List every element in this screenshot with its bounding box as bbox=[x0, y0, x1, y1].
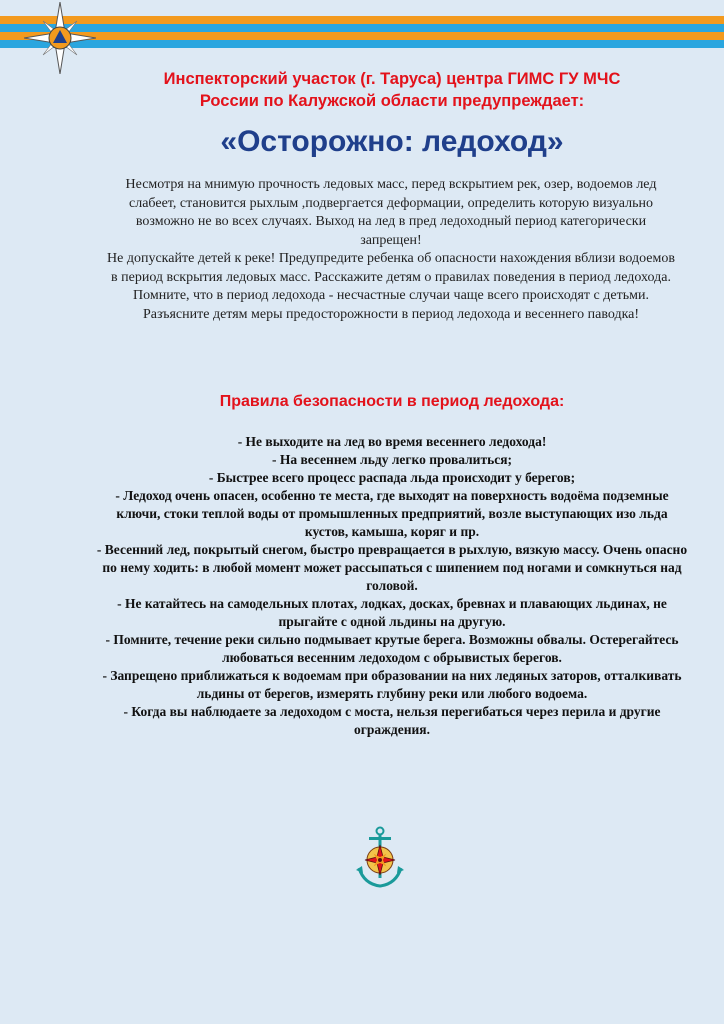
rules-list bbox=[96, 433, 688, 739]
intro-text bbox=[104, 176, 678, 324]
rule-item: - Весенний лед, покрытый снегом, быстро превращается в рыхлую, вязкую массу. Очень опасно по нему ходить: в любой момент может рассыпаться с шипением под ногами и сомкнуться над головой. bbox=[96, 542, 688, 593]
page-title: «Осторожно: ледоход» bbox=[220, 125, 564, 158]
rule-item: - Не выходите на лед во время весеннего ледохода! bbox=[237, 434, 547, 449]
rule-item: - Когда вы наблюдаете за ледоходом с моста, нельзя перегибаться через перила и другие ограждения. bbox=[123, 704, 661, 737]
intro-paragraph-1: Несмотря на мнимую прочность ледовых масс, перед вскрытием рек, озер, водоемов лед слабеет, становится рыхлым ,подвергается деформации, определить которую визуально возможно не во всех случаях. Выход на лед в пред ледоходный период категорически запрещен! bbox=[125, 177, 657, 248]
rule-item: - Быстрее всего процесс распада льда происходит у берегов; bbox=[208, 470, 576, 485]
header-stripe-blue-1 bbox=[0, 24, 724, 32]
mchs-star-emblem-icon bbox=[24, 2, 96, 74]
rules-heading: Правила безопасности в период ледохода: bbox=[219, 393, 565, 410]
rule-item: - Ледоход очень опасен, особенно те места, где выходят на поверхность водоёма подземные ключи, стоки теплой воды от промышленных предприятий, возле выступающих изо льда кустов, камыша, коряг и пр. bbox=[115, 488, 669, 539]
header-stripe-orange-2 bbox=[0, 32, 724, 40]
rule-item: - Запрещено приближаться к водоемам при образовании на них ледяных заторов, отталкивать льдины от берегов, измерять глубину реки или любого водоема. bbox=[102, 668, 682, 701]
header-stripe-orange-1 bbox=[0, 16, 724, 24]
warning-header bbox=[60, 68, 724, 112]
intro-paragraph-2: Не допускайте детей к реке! Предупредите ребенка об опасности нахождения вблизи водоемов в период вскрытия ледовых масс. Расскажите детям о правилах поведения в период ледохода. Помните, что в период ледохода - несчастные случаи чаще всего происходят с детьми. Разъясните детям меры предосторожности в период ледохода и весеннего паводка! bbox=[107, 251, 675, 322]
rule-item: - На весеннем льду легко провалиться; bbox=[271, 452, 513, 467]
rule-item: - Не катайтесь на самодельных плотах, лодках, досках, бревнах и плавающих льдинах, не прыгайте с одной льдины на другую. bbox=[117, 596, 667, 629]
gims-anchor-compass-icon bbox=[354, 826, 406, 890]
header-line-1: Инспекторский участок (г. Таруса) центра ГИМС ГУ МЧС bbox=[163, 70, 621, 88]
header-line-2: России по Калужской области предупреждает: bbox=[199, 92, 585, 110]
rule-item: - Помните, течение реки сильно подмывает крутые берега. Возможны обвалы. Остерегайтесь любоваться весенним ледоходом с обрывистых берегов. bbox=[105, 632, 679, 665]
header-stripe-blue-2 bbox=[0, 40, 724, 48]
